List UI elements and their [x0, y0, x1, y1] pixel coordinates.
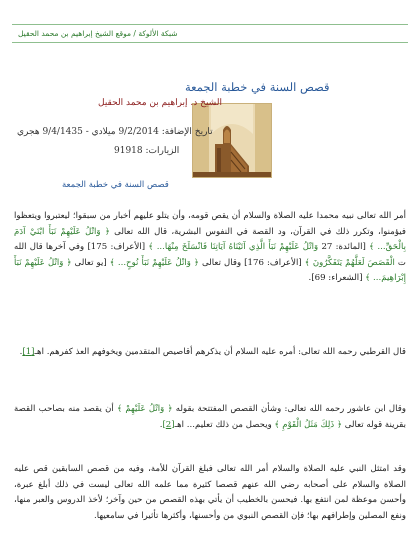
- quran-verse: ﴿ وَاتْلُ عَلَيْهِمْ نَبَأَ ابْنَيْ آدَمَ بِالْحَقِّ... ﴾: [14, 226, 406, 252]
- quran-verse: الْقَصَصَ لَعَلَّهُمْ يَتَفَكَّرُونَ ﴾: [304, 257, 395, 268]
- quran-verse: ﴿ وَاتْلُ عَلَيْهِمْ نَبَأَ نُوحٍ... ﴾: [109, 257, 199, 268]
- article-visits: الزيارات: 91918: [114, 146, 180, 156]
- quran-verse: ﴿ وَاتْلُ عَلَيْهِمْ ﴾: [117, 404, 173, 414]
- footnote-link[interactable]: [1]: [22, 347, 35, 357]
- article-author: الشيخ د. إبراهيم بن محمد الحقيل: [98, 98, 222, 108]
- paragraph-text: [الأعراف: 176] وقال تعالى: [198, 257, 305, 268]
- footnote-link[interactable]: [2]: [162, 419, 175, 430]
- paragraph-text: [يو تعالى: [71, 257, 110, 268]
- paragraph-4: [14, 462, 406, 524]
- paragraph-text: ويحصل من ذلك تعليم... اهـ: [174, 419, 275, 430]
- paragraph-text: وقال ابن عاشور رحمه الله تعالى: وشأن القصص المفتتحة بقوله: [172, 404, 406, 414]
- paragraph-text: [المائدة: 27: [321, 242, 370, 252]
- article-date: تاريخ الإضافة: 9/2/2014 ميلادي - 9/4/1435 هجري: [17, 127, 213, 137]
- breadcrumb-separator: /: [131, 29, 139, 38]
- breadcrumb: [18, 29, 178, 38]
- paragraph-text: [الشعراء: 69].: [308, 273, 366, 283]
- article-subtitle: قصص السنة في خطبة الجمعة: [62, 180, 169, 190]
- top-divider: [12, 24, 408, 25]
- paragraph-text: [الأعراف: 175] وفي آخرها قال الله ت: [14, 242, 407, 268]
- quran-verse: ﴿ ذَلِكَ مَثَلُ الْقَوْمِ ﴾: [274, 419, 343, 430]
- breadcrumb-site-link[interactable]: موقع الشيخ إبراهيم بن محمد الحقيل: [18, 29, 132, 38]
- paragraph-text: .: [19, 347, 23, 357]
- quran-verse: ﴿ وَاتْلُ عَلَيْهِمْ نَبَأَ إِبْرَاهِيمَ... ﴾: [14, 257, 406, 283]
- minbar-illustration: [193, 104, 271, 177]
- paragraph-1: [14, 209, 406, 287]
- paragraph-text: قال القرطبي رحمه الله تعالى: أمره عليه السلام أن يذكرهم أقاصيص المتقدمين ويخوفهم العذ كفرهم. اهـ: [34, 347, 406, 357]
- breadcrumb-network-link[interactable]: شبكة الألوكة: [138, 29, 178, 38]
- paragraph-text: وقد امتثل النبي عليه الصلاة والسلام أمر الله تعالى فبلغ القرآن للأمة، وفيه من قصص السابقين قص عليه الصلاة والسلام على أصحابه رضي الله عنهم قصصا كثيرة مما علمه الله تعالى ليست في ذلك أبلغ عبرة، وأحسن موعظة لمن انتفع بها. فيحسن بالخطيب أن يأتي بهذه القصص من حين وآخر؛ لأخذ الدروس والعبر منها، ونفع المصلين وإطرافهم بها؛ فإن القصص النبوي من وأحسنها، وأكثرها تأثيرا في سامعيها.: [14, 464, 406, 521]
- mosque-minbar-image: [192, 103, 272, 178]
- article-title: قصص السنة في خطبة الجمعة: [185, 80, 330, 94]
- paragraph-text: .: [159, 419, 163, 430]
- paragraph-text: أن يقصد منه بصاحب القصة بقرينة قوله تعالى: [14, 404, 406, 430]
- breadcrumb-divider: [12, 42, 408, 43]
- paragraph-3: [14, 402, 406, 433]
- paragraph-text: أمر الله تعالى نبيه محمدا عليه الصلاة والسلام أن يقص قومه، وأن يتلو عليهم أخبار من سبقوا؛ ليعتبروا ويتعظوا فيؤمنوا، وتكرر ذلك في القرآن، ود القصة في النفوس البشرية، قال الله تعالى: [14, 211, 406, 237]
- paragraph-2: [14, 345, 406, 361]
- quran-verse: وَاتْلُ عَلَيْهِمْ نَبَأَ الَّذِي آتَيْنَاهُ آيَاتِنَا فَانْسَلَخَ مِنْهَا... ﴾: [148, 242, 319, 252]
